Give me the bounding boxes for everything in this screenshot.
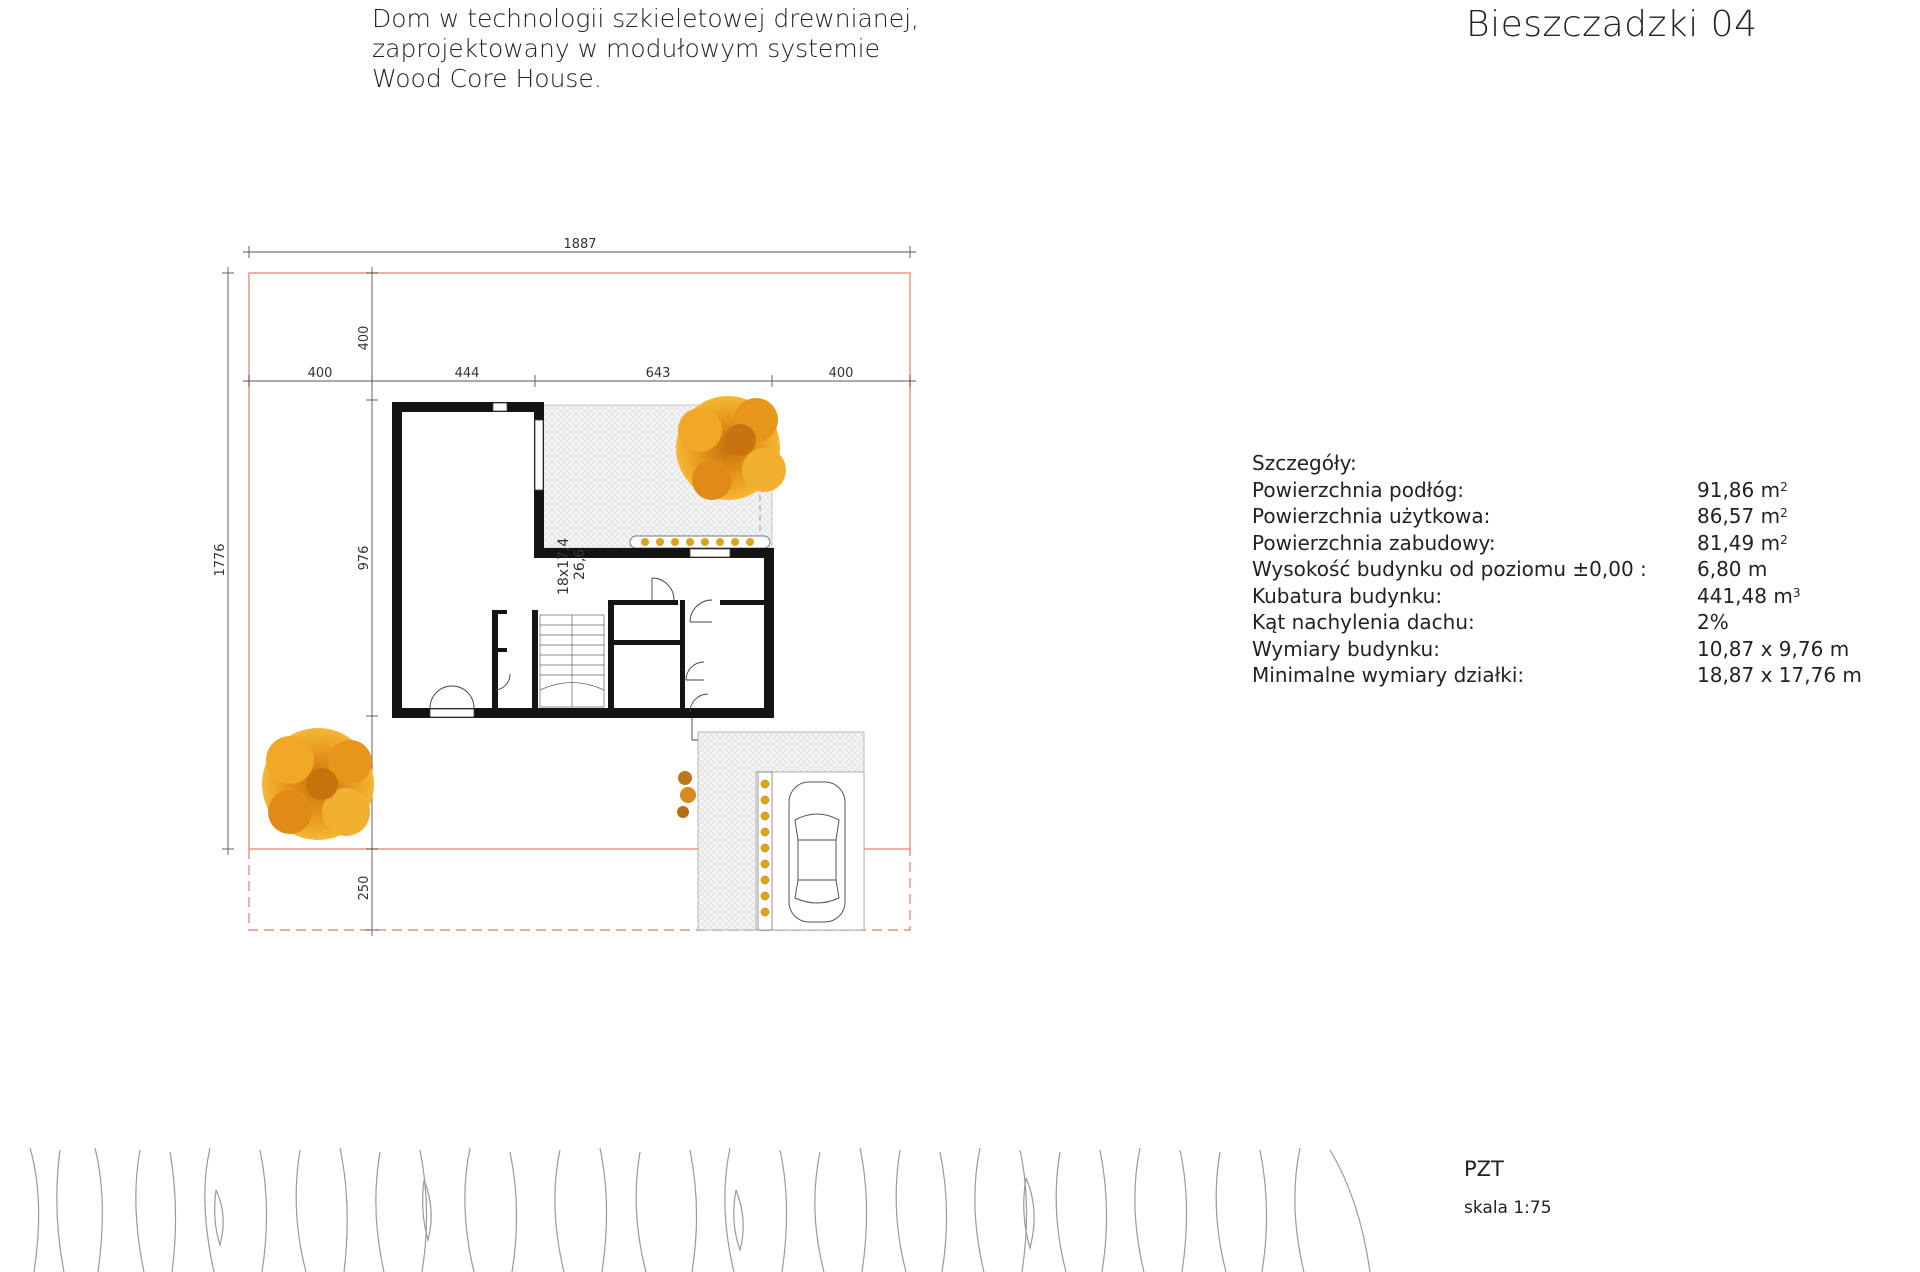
detail-row bbox=[1252, 477, 1862, 504]
detail-label: Wysokość budynku od poziomu ±0,00 : bbox=[1252, 557, 1647, 581]
detail-value: 86,57 $m^2$ bbox=[1697, 504, 1788, 528]
dim-house-w2: 643 bbox=[645, 366, 671, 381]
dim-top-setback: 400 bbox=[357, 325, 372, 351]
detail-row bbox=[1252, 609, 1862, 636]
detail-row bbox=[1252, 530, 1862, 557]
description-line-3: Wood Core House. bbox=[372, 64, 602, 93]
details-panel bbox=[1252, 450, 1862, 689]
dim-total-height: 1776 bbox=[213, 543, 228, 577]
stair-label-2: 26,6 bbox=[572, 548, 588, 580]
dim-total-width: 1887 bbox=[563, 237, 597, 252]
description-line-2: zaprojektowany w modułowym systemie bbox=[372, 34, 880, 63]
detail-value: 91,86 $m^2$ bbox=[1697, 477, 1788, 502]
car-icon bbox=[789, 782, 845, 922]
tree-icon bbox=[262, 728, 374, 840]
detail-value: 81,49 $m^2$ bbox=[1697, 530, 1788, 555]
project-title: Bieszczadzki 04 bbox=[1466, 4, 1758, 45]
stair-label-1: 18x17,4 bbox=[556, 537, 572, 595]
staircase bbox=[540, 615, 604, 707]
detail-row bbox=[1252, 583, 1862, 610]
detail-row bbox=[1252, 556, 1862, 583]
dim-house-w1: 444 bbox=[454, 366, 480, 381]
tree-icon bbox=[676, 396, 786, 500]
detail-label: Kąt nachylenia dachu: bbox=[1252, 610, 1475, 634]
sheet-label: PZT bbox=[1464, 1157, 1504, 1181]
detail-label: Powierzchnia zabudowy: bbox=[1252, 530, 1496, 555]
detail-row bbox=[1252, 662, 1862, 689]
detail-value: 6,80 m bbox=[1697, 557, 1768, 581]
detail-value: 10,87 x 9,76 m bbox=[1697, 636, 1850, 661]
details-heading: Szczegóły: bbox=[1252, 451, 1357, 475]
detail-value: 18,87 x 17,76 m bbox=[1697, 663, 1862, 687]
driveway-planter bbox=[758, 772, 772, 930]
detail-label: Powierzchnia użytkowa: bbox=[1252, 504, 1491, 528]
dim-left-setback: 400 bbox=[307, 366, 333, 381]
detail-label: Powierzchnia podłóg: bbox=[1252, 477, 1465, 502]
detail-row bbox=[1252, 503, 1862, 530]
scale-label: skala 1:75 bbox=[1464, 1198, 1552, 1218]
detail-label: Kubatura budynku: bbox=[1252, 583, 1443, 608]
shrub-icon bbox=[677, 771, 696, 818]
dim-right-setback: 400 bbox=[828, 366, 854, 381]
dim-house-depth: 976 bbox=[357, 545, 372, 571]
detail-label: Wymiary budynku: bbox=[1252, 636, 1440, 661]
detail-value: 2% bbox=[1697, 610, 1729, 634]
terrace-planter bbox=[630, 536, 770, 548]
description-line-1: Dom w technologii szkieletowej drewnianej, bbox=[372, 4, 919, 33]
detail-row bbox=[1252, 636, 1862, 663]
detail-value: 441,48 $m^3$ bbox=[1697, 583, 1801, 608]
dim-road-strip: 250 bbox=[357, 875, 372, 901]
detail-label: Minimalne wymiary działki: bbox=[1252, 663, 1525, 687]
wood-grain-decoration bbox=[30, 1148, 1370, 1272]
